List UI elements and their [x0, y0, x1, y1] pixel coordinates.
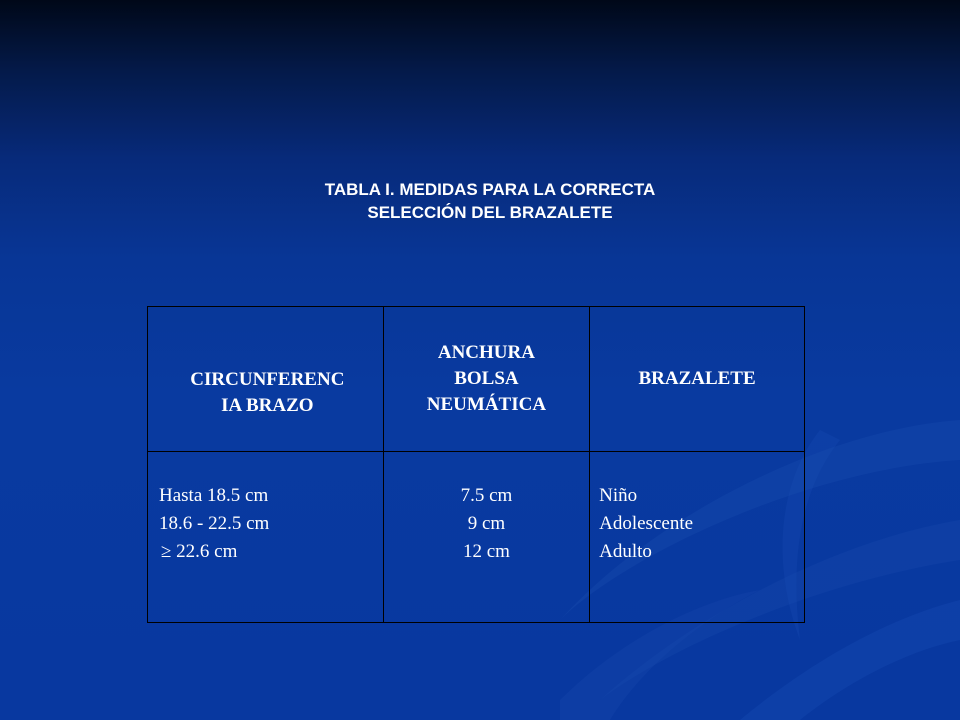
- brazalete-value: Adulto: [599, 541, 652, 562]
- header-brazalete: BRAZALETE: [590, 307, 805, 452]
- cuff-measurements-table: [147, 306, 805, 623]
- cell-circunferencia-values: [148, 452, 384, 623]
- cell-anchura-values: [383, 452, 589, 623]
- anchura-value: 12 cm: [462, 541, 510, 562]
- table-header-row: [148, 307, 805, 452]
- slide-title-line-2: SELECCIÓN DEL BRAZALETE: [367, 203, 613, 222]
- cell-brazalete-values: [590, 452, 805, 623]
- brazalete-value: Adolescente: [599, 513, 694, 534]
- circunferencia-value: 18.6 - 22.5 cm: [159, 513, 270, 534]
- slide-title: [190, 178, 790, 224]
- header-circunferencia-brazo: CIRCUNFERENC IA BRAZO: [148, 307, 384, 452]
- circunferencia-value: ≥ 22.6 cm: [161, 541, 238, 562]
- circunferencia-value: Hasta 18.5 cm: [159, 485, 269, 506]
- anchura-value: 7.5 cm: [460, 485, 513, 506]
- slide-title-line-1: TABLA I. MEDIDAS PARA LA CORRECTA: [324, 180, 656, 199]
- anchura-value: 9 cm: [467, 513, 506, 534]
- brazalete-value: Niño: [599, 485, 638, 506]
- table-row: [148, 452, 805, 623]
- header-anchura-bolsa-neumatica: ANCHURA BOLSA NEUMÁTICA: [383, 307, 589, 452]
